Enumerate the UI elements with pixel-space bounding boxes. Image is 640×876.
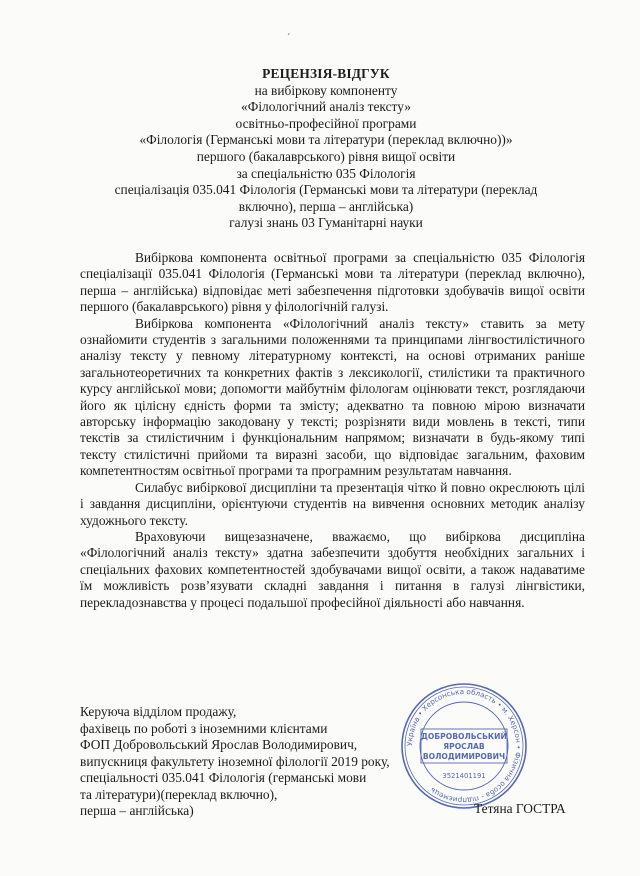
signature-line: Керуюча відділом продажу, xyxy=(80,704,237,719)
stamp-center-line: ДОБРОВОЛЬСЬКИЙ xyxy=(421,732,507,741)
header-line: галузі знань 03 Гуманітарні науки xyxy=(229,215,423,231)
signature-line: ФОП Добровольський Ярослав Володимирович, xyxy=(80,737,358,752)
review-body xyxy=(80,250,585,611)
header-line: першого (бакалаврського) рівня вищої освіти xyxy=(196,148,456,164)
paragraph: Вибіркова компонента освітньої програми за спеціальністю 035 Філологія спеціалізації 035.041 Філологія (Германські мови та літератури (переклад включно), перша – англійська) відповідає меті забезпечення підготовки здобувачів вищої освіти першого (бакалаврського) рівня у філологічній галузі. xyxy=(80,250,585,315)
signature-line: спеціальності 035.041 Філологія (германські мови xyxy=(80,770,367,785)
header-line: «Філологічний аналіз тексту» xyxy=(241,99,411,115)
document-header xyxy=(60,66,592,232)
signature-line: випускниця факультету іноземної філології 2019 року, xyxy=(80,753,390,769)
stamp-center-line: ВОЛОДИМИРОВИЧ xyxy=(422,752,506,761)
header-line: за спеціальністю 035 Філологія xyxy=(236,165,416,181)
official-stamp xyxy=(399,681,529,811)
header-line: освітньо-професійної програми xyxy=(235,115,417,131)
stamp-center-line: ЯРОСЛАВ xyxy=(443,742,485,751)
header-line: на вибіркову компоненту xyxy=(254,82,398,98)
top-mark: ˊ xyxy=(287,33,291,44)
signature-line: перша – англійська) xyxy=(80,803,194,818)
signer-name: Тетяна ГОСТРА xyxy=(474,801,566,816)
header-line: включно), перша – англійська) xyxy=(238,198,414,214)
stamp-ring-textpath: Україна • Херсонська область • м. Херсон • Фізична особа - підприємець xyxy=(404,686,524,806)
paragraph: Силабус вибіркової дисципліни та презентація чітко й повно окреслюють цілі і завдання дисципліни, орієнтуючи студентів на вивчення основних методик аналізу художнього тексту. xyxy=(80,479,585,528)
paragraph: Враховуючи вищезазначене, вважаємо, що вибіркова дисципліна «Філологічний аналіз тексту» здатна забезпечити здобуття необхідних загальних і спеціальних фахових компетентностей здобувачами вищої освіти, а також надаватиме їм можливість розв’язувати складні завдання і питання в галузі лінгвістики, перекладознавства у процесі подальшої професійної діяльності або навчання. xyxy=(80,528,585,610)
stamp-code: 3521401191 xyxy=(442,772,486,780)
header-line: спеціалізація 035.041 Філологія (Германські мови та літератури (переклад xyxy=(114,182,538,198)
signature-line: та літератури)(переклад включно), xyxy=(80,786,278,802)
header-line: «Філологія (Германські мови та літератури (переклад включно))» xyxy=(139,132,513,148)
document-title: РЕЦЕНЗІЯ-ВІДГУК xyxy=(262,66,390,81)
signature-line: фахівець по роботі з іноземними клієнтами xyxy=(80,720,328,736)
paragraph: Вибіркова компонента «Філологічний аналіз тексту» ставить за мету ознайомити студентів з загальними положеннями та принципами лінгвостилістичного аналізу тексту у певному літературному контексті, на основі отриманих раніше загальнотеоретичних та конкретних фактів з лексикології, стилістики та практичного курсу англійської мови; допомогти майбутнім філологам оцінювати текст, розглядаючи його як цілісну єдність форми та змісту; адекватно та повною мірою визначати авторську інформацію закодовану у тексті; розрізняти види мовлень в текстi, типи текстів за стилістичним і функціональним напрямом; визначати в будь-якому типі тексту стилістичні прийоми та виразні засоби, що відповідає загальним, фаховим компетентностям освітньої програми та програмним результатам навчання. xyxy=(80,315,585,479)
